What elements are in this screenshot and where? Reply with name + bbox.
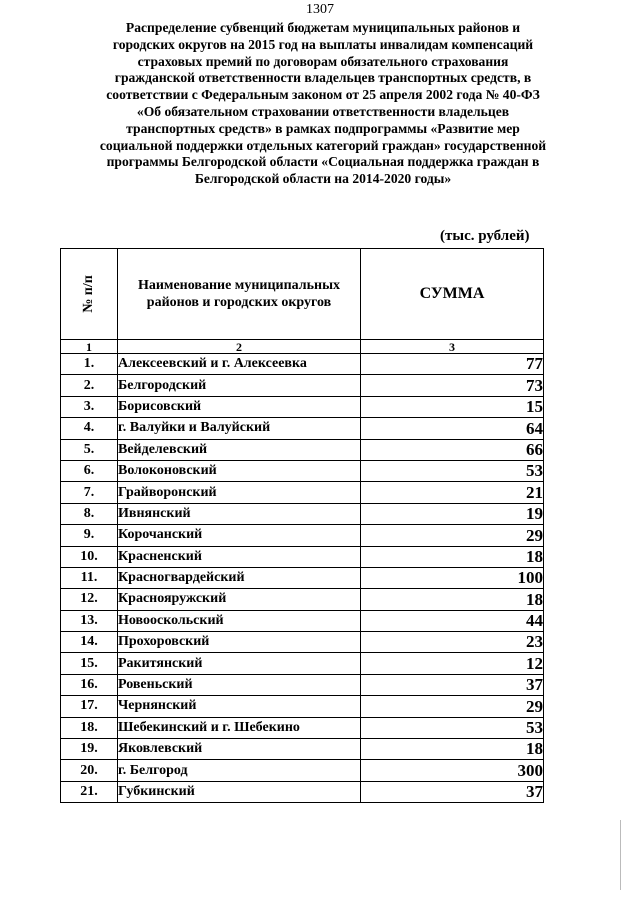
- district-name: Грайворонский: [118, 482, 361, 503]
- subsidy-amount: 53: [361, 717, 544, 738]
- table-row: [61, 375, 544, 396]
- subsidy-amount: 29: [361, 696, 544, 717]
- district-name: Ровеньский: [118, 674, 361, 695]
- subsidy-amount: 37: [361, 674, 544, 695]
- subsidy-amount: 44: [361, 610, 544, 631]
- district-name: Корочанский: [118, 525, 361, 546]
- scan-edge-mark: [620, 820, 621, 890]
- column-index: 3: [361, 340, 544, 354]
- subsidy-amount: 18: [361, 589, 544, 610]
- district-name: Яковлевский: [118, 739, 361, 760]
- title-line: городских округов на 2015 год на выплаты инвалидам компенсаций: [112, 36, 534, 52]
- district-name: Шебекинский и г. Шебекино: [118, 717, 361, 738]
- row-number: 11.: [61, 567, 118, 588]
- table-row: [61, 781, 544, 802]
- district-name: Губкинский: [118, 781, 361, 802]
- row-number: 17.: [61, 696, 118, 717]
- subsidy-amount: 77: [361, 354, 544, 375]
- table-body: [61, 354, 544, 803]
- header-sum-cell: [361, 249, 544, 340]
- district-name: Красногвардейский: [118, 567, 361, 588]
- header-num-cell: [61, 249, 118, 340]
- column-index: 2: [118, 340, 361, 354]
- title-line: «Об обязательном страховании ответственности владельцев: [136, 103, 510, 119]
- table-row: [61, 546, 544, 567]
- table-row: [61, 354, 544, 375]
- document-title: [88, 20, 558, 188]
- district-name: Ивнянский: [118, 503, 361, 524]
- header-name: Наименование муниципальных районов и городских округов: [137, 278, 341, 310]
- district-name: г. Белгород: [118, 760, 361, 781]
- subsidy-amount: 64: [361, 418, 544, 439]
- subsidy-amount: 66: [361, 439, 544, 460]
- subsidy-amount: 18: [361, 546, 544, 567]
- district-name: Борисовский: [118, 396, 361, 417]
- table-row: [61, 760, 544, 781]
- title-line: программы Белгородской области «Социальная поддержка граждан в: [106, 154, 540, 170]
- title-line: Белгородской области на 2014-2020 годы»: [194, 171, 452, 187]
- subsidy-amount: 21: [361, 482, 544, 503]
- page-number: 1307: [306, 2, 334, 17]
- table-row: [61, 674, 544, 695]
- row-number: 5.: [61, 439, 118, 460]
- table-row: [61, 632, 544, 653]
- subsidy-amount: 19: [361, 503, 544, 524]
- district-name: Волоконовский: [118, 460, 361, 481]
- subsidy-amount: 73: [361, 375, 544, 396]
- table-header-row: [61, 249, 544, 340]
- row-number: 21.: [61, 781, 118, 802]
- table-row: [61, 696, 544, 717]
- row-number: 7.: [61, 482, 118, 503]
- header-sum: СУММА: [419, 285, 485, 302]
- header-name-cell: [118, 249, 361, 340]
- row-number: 16.: [61, 674, 118, 695]
- row-number: 12.: [61, 589, 118, 610]
- district-name: Белгородский: [118, 375, 361, 396]
- title-line: гражданской ответственности владельцев транспортных средств, в: [114, 70, 532, 86]
- row-number: 19.: [61, 739, 118, 760]
- district-name: Красненский: [118, 546, 361, 567]
- district-name: Вейделевский: [118, 439, 361, 460]
- title-line: Распределение субвенций бюджетам муниципальных районов и: [125, 20, 521, 35]
- units-label: (тыс. рублей): [440, 228, 530, 244]
- table-row: [61, 525, 544, 546]
- subsidy-amount: 37: [361, 781, 544, 802]
- subsidy-amount: 29: [361, 525, 544, 546]
- table-row: [61, 653, 544, 674]
- row-number: 3.: [61, 396, 118, 417]
- district-name: Чернянский: [118, 696, 361, 717]
- title-line: страховых премий по договорам обязательного страхования: [137, 53, 509, 69]
- table-row: [61, 567, 544, 588]
- subsidy-amount: 300: [361, 760, 544, 781]
- subsidy-amount: 100: [361, 567, 544, 588]
- district-name: Прохоровский: [118, 632, 361, 653]
- table-row: [61, 503, 544, 524]
- district-name: Ракитянский: [118, 653, 361, 674]
- subsidy-amount: 12: [361, 653, 544, 674]
- row-number: 4.: [61, 418, 118, 439]
- subsidy-table: [60, 248, 544, 803]
- district-name: Краснояружский: [118, 589, 361, 610]
- title-line: транспортных средств» в рамках подпрограммы «Развитие мер: [126, 120, 520, 136]
- district-name: Новооскольский: [118, 610, 361, 631]
- title-line: соответствии с Федеральным законом от 25 апреля 2002 года № 40-ФЗ: [106, 87, 540, 103]
- subsidy-amount: 53: [361, 460, 544, 481]
- row-number: 8.: [61, 503, 118, 524]
- table-row: [61, 439, 544, 460]
- row-number: 6.: [61, 460, 118, 481]
- title-line: социальной поддержки отдельных категорий граждан» государственной: [99, 137, 547, 153]
- row-number: 10.: [61, 546, 118, 567]
- district-name: Алексеевский и г. Алексеевка: [118, 354, 361, 375]
- row-number: 2.: [61, 375, 118, 396]
- table-row: [61, 739, 544, 760]
- table-row: [61, 396, 544, 417]
- row-number: 14.: [61, 632, 118, 653]
- table-row: [61, 418, 544, 439]
- row-number: 18.: [61, 717, 118, 738]
- subsidy-amount: 15: [361, 396, 544, 417]
- table-row: [61, 482, 544, 503]
- row-number: 1.: [61, 354, 118, 375]
- district-name: г. Валуйки и Валуйский: [118, 418, 361, 439]
- subsidy-amount: 23: [361, 632, 544, 653]
- table-row: [61, 589, 544, 610]
- table-row: [61, 610, 544, 631]
- column-index: 1: [61, 340, 118, 354]
- table-row: [61, 717, 544, 738]
- column-index-row: [61, 340, 544, 354]
- row-number: 15.: [61, 653, 118, 674]
- row-number: 9.: [61, 525, 118, 546]
- subsidy-amount: 18: [361, 739, 544, 760]
- row-number: 13.: [61, 610, 118, 631]
- header-num: № п/п: [81, 275, 96, 313]
- table-row: [61, 460, 544, 481]
- row-number: 20.: [61, 760, 118, 781]
